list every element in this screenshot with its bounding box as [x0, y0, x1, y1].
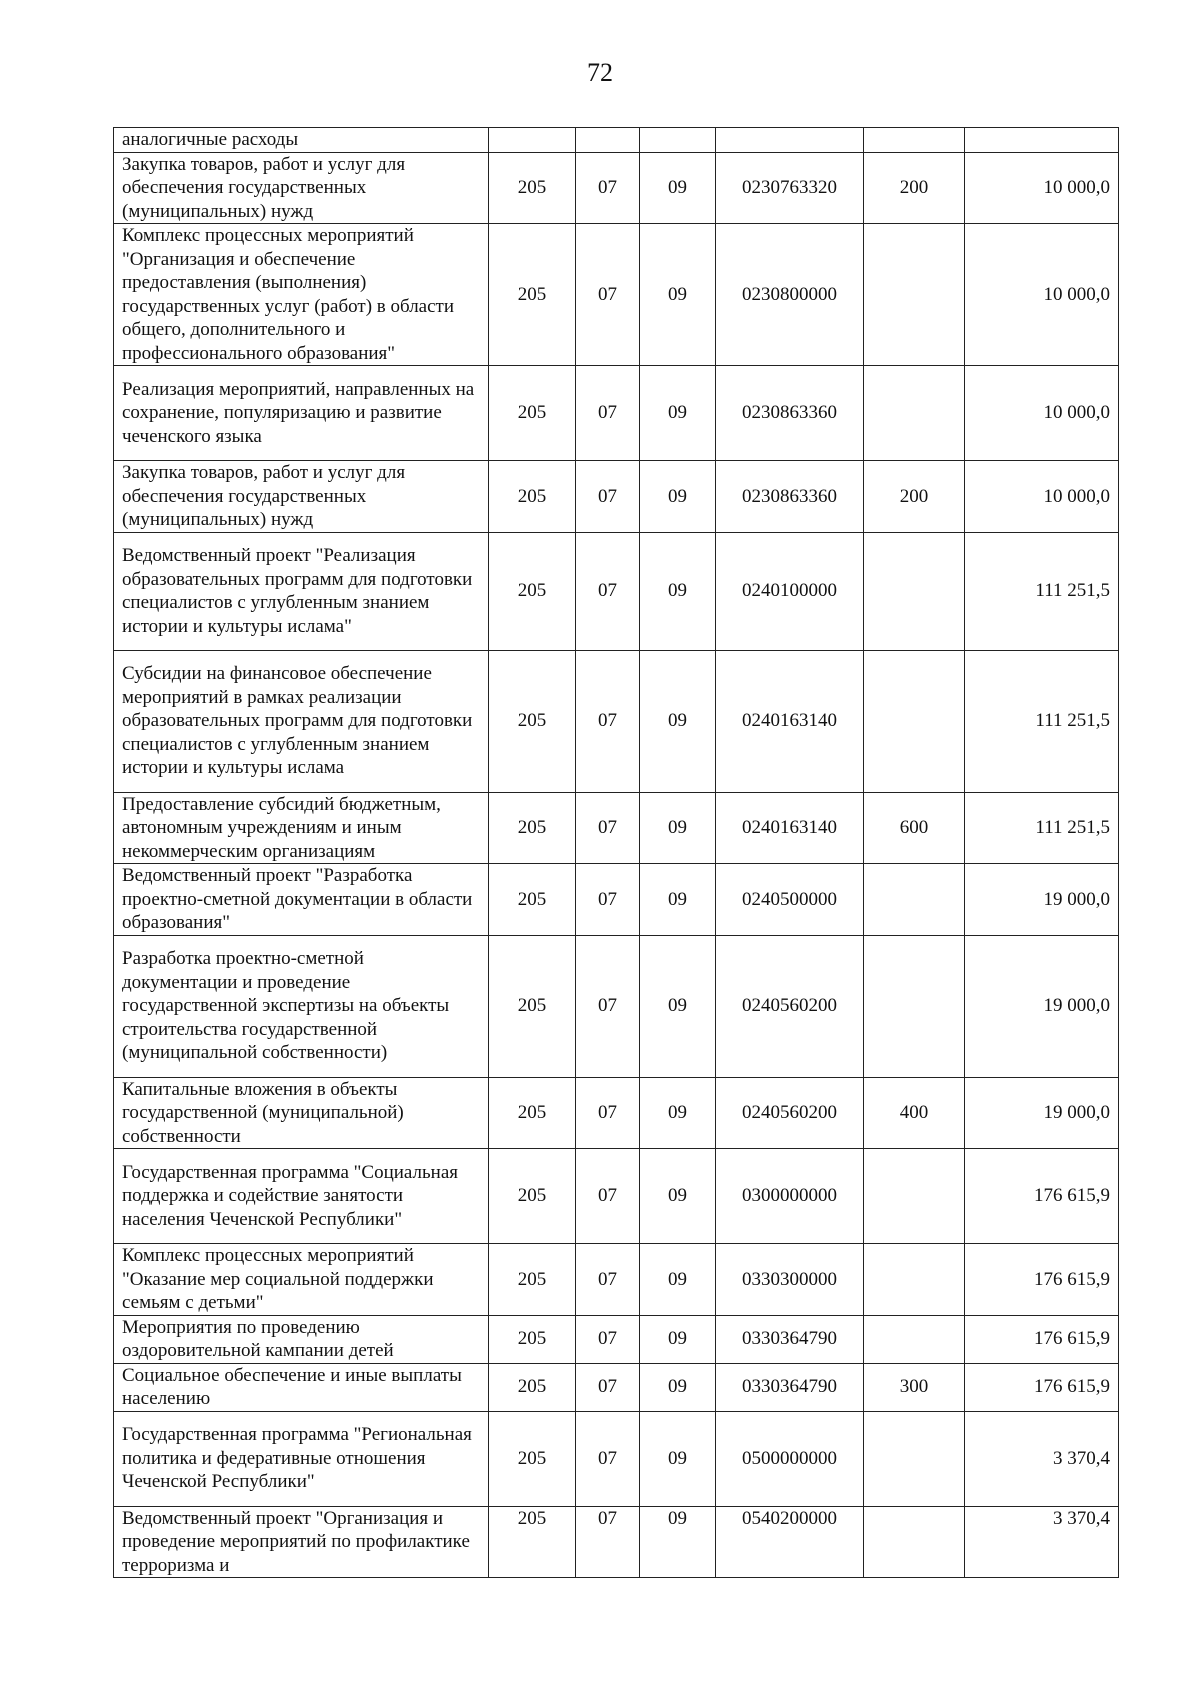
row-name: Комплекс процессных мероприятий "Оказание мер социальной поддержки семьям с детьми": [114, 1244, 489, 1316]
expense-type-code: [864, 224, 965, 366]
target-code: 0330364790: [716, 1363, 864, 1411]
subsection-code: 09: [640, 532, 716, 650]
section-code: 07: [576, 1149, 640, 1244]
table-row: [114, 1149, 1119, 1244]
target-code: 0230763320: [716, 152, 864, 224]
table-row: [114, 864, 1119, 936]
row-name: Субсидии на финансовое обеспечение мероприятий в рамках реализации образовательных программ для подготовки специалистов с углубленным знанием истории и культуры ислама: [114, 650, 489, 792]
row-name: Государственная программа "Региональная политика и федеративные отношения Чеченской Республики": [114, 1411, 489, 1506]
amount: 10 000,0: [965, 366, 1119, 461]
subsection-code: 09: [640, 224, 716, 366]
expense-type-code: [864, 1506, 965, 1578]
target-code: 0240560200: [716, 935, 864, 1077]
ministry-code: 205: [489, 935, 576, 1077]
target-code: 0230800000: [716, 224, 864, 366]
target-code: 0240560200: [716, 1077, 864, 1149]
budget-table-body: [114, 128, 1119, 1578]
table-row: [114, 1363, 1119, 1411]
target-code: 0240163140: [716, 650, 864, 792]
subsection-code: 09: [640, 1363, 716, 1411]
amount: 10 000,0: [965, 224, 1119, 366]
expense-type-code: [864, 1149, 965, 1244]
section-code: 07: [576, 935, 640, 1077]
ministry-code: 205: [489, 650, 576, 792]
table-row: [114, 1506, 1119, 1578]
expense-type-code: [864, 128, 965, 153]
row-name: Закупка товаров, работ и услуг для обеспечения государственных (муниципальных) нужд: [114, 152, 489, 224]
ministry-code: 205: [489, 1244, 576, 1316]
row-name: Капитальные вложения в объекты государственной (муниципальной) собственности: [114, 1077, 489, 1149]
amount: 19 000,0: [965, 1077, 1119, 1149]
row-name: Государственная программа "Социальная поддержка и содействие занятости населения Чеченской Республики": [114, 1149, 489, 1244]
expense-type-code: 200: [864, 152, 965, 224]
expense-type-code: [864, 366, 965, 461]
row-name: Комплекс процессных мероприятий "Организация и обеспечение предоставления (выполнения) государственных услуг (работ) в области общего, дополнительного и профессионального образования": [114, 224, 489, 366]
table-row: [114, 224, 1119, 366]
expense-type-code: [864, 864, 965, 936]
amount: 176 615,9: [965, 1315, 1119, 1363]
target-code: [716, 128, 864, 153]
section-code: 07: [576, 650, 640, 792]
amount: 10 000,0: [965, 152, 1119, 224]
section-code: 07: [576, 1363, 640, 1411]
ministry-code: 205: [489, 366, 576, 461]
row-name: Ведомственный проект "Реализация образовательных программ для подготовки специалистов с углубленным знанием истории и культуры ислама": [114, 532, 489, 650]
subsection-code: 09: [640, 1315, 716, 1363]
subsection-code: 09: [640, 1149, 716, 1244]
section-code: 07: [576, 152, 640, 224]
amount: 10 000,0: [965, 461, 1119, 533]
row-name: Закупка товаров, работ и услуг для обеспечения государственных (муниципальных) нужд: [114, 461, 489, 533]
ministry-code: [489, 128, 576, 153]
amount: 176 615,9: [965, 1244, 1119, 1316]
target-code: 0240500000: [716, 864, 864, 936]
ministry-code: 205: [489, 1411, 576, 1506]
subsection-code: 09: [640, 864, 716, 936]
amount: 111 251,5: [965, 532, 1119, 650]
expense-type-code: [864, 935, 965, 1077]
subsection-code: 09: [640, 461, 716, 533]
amount: 111 251,5: [965, 792, 1119, 864]
ministry-code: 205: [489, 224, 576, 366]
row-name: Реализация мероприятий, направленных на сохранение, популяризацию и развитие чеченского языка: [114, 366, 489, 461]
table-row: [114, 1244, 1119, 1316]
amount: 19 000,0: [965, 864, 1119, 936]
table-row: [114, 461, 1119, 533]
ministry-code: 205: [489, 1149, 576, 1244]
target-code: 0230863360: [716, 461, 864, 533]
row-name: Мероприятия по проведению оздоровительной кампании детей: [114, 1315, 489, 1363]
subsection-code: 09: [640, 1244, 716, 1316]
ministry-code: 205: [489, 532, 576, 650]
section-code: 07: [576, 864, 640, 936]
table-row: [114, 792, 1119, 864]
target-code: 0300000000: [716, 1149, 864, 1244]
table-row: [114, 1411, 1119, 1506]
amount: 176 615,9: [965, 1363, 1119, 1411]
target-code: 0330364790: [716, 1315, 864, 1363]
target-code: 0500000000: [716, 1411, 864, 1506]
expense-type-code: 400: [864, 1077, 965, 1149]
table-row: [114, 128, 1119, 153]
amount: 19 000,0: [965, 935, 1119, 1077]
ministry-code: 205: [489, 864, 576, 936]
row-name: Ведомственный проект "Организация и проведение мероприятий по профилактике терроризма и: [114, 1506, 489, 1578]
expense-type-code: [864, 1411, 965, 1506]
section-code: 07: [576, 1506, 640, 1578]
expense-type-code: [864, 1244, 965, 1316]
section-code: 07: [576, 532, 640, 650]
budget-table: [113, 127, 1119, 1578]
section-code: 07: [576, 792, 640, 864]
expense-type-code: [864, 650, 965, 792]
target-code: 0240163140: [716, 792, 864, 864]
row-name: аналогичные расходы: [114, 128, 489, 153]
subsection-code: 09: [640, 1411, 716, 1506]
table-row: [114, 366, 1119, 461]
amount: [965, 128, 1119, 153]
amount: 3 370,4: [965, 1506, 1119, 1578]
section-code: 07: [576, 1077, 640, 1149]
subsection-code: [640, 128, 716, 153]
target-code: 0240100000: [716, 532, 864, 650]
table-row: [114, 650, 1119, 792]
section-code: 07: [576, 461, 640, 533]
section-code: [576, 128, 640, 153]
ministry-code: 205: [489, 1315, 576, 1363]
subsection-code: 09: [640, 1077, 716, 1149]
row-name: Разработка проектно-сметной документации и проведение государственной экспертизы на объекты строительства государственной (муниципальной собственности): [114, 935, 489, 1077]
amount: 3 370,4: [965, 1411, 1119, 1506]
section-code: 07: [576, 1315, 640, 1363]
subsection-code: 09: [640, 792, 716, 864]
table-row: [114, 935, 1119, 1077]
ministry-code: 205: [489, 792, 576, 864]
ministry-code: 205: [489, 1506, 576, 1578]
table-row: [114, 532, 1119, 650]
table-row: [114, 1077, 1119, 1149]
table-row: [114, 1315, 1119, 1363]
expense-type-code: [864, 532, 965, 650]
target-code: 0230863360: [716, 366, 864, 461]
subsection-code: 09: [640, 152, 716, 224]
row-name: Социальное обеспечение и иные выплаты населению: [114, 1363, 489, 1411]
expense-type-code: 600: [864, 792, 965, 864]
section-code: 07: [576, 224, 640, 366]
subsection-code: 09: [640, 650, 716, 792]
ministry-code: 205: [489, 1363, 576, 1411]
table-row: [114, 152, 1119, 224]
amount: 111 251,5: [965, 650, 1119, 792]
expense-type-code: 300: [864, 1363, 965, 1411]
expense-type-code: 200: [864, 461, 965, 533]
section-code: 07: [576, 1244, 640, 1316]
target-code: 0330300000: [716, 1244, 864, 1316]
ministry-code: 205: [489, 1077, 576, 1149]
page-number: 72: [587, 58, 613, 87]
ministry-code: 205: [489, 152, 576, 224]
row-name: Предоставление субсидий бюджетным, автономным учреждениям и иным некоммерческим организациям: [114, 792, 489, 864]
section-code: 07: [576, 1411, 640, 1506]
expense-type-code: [864, 1315, 965, 1363]
subsection-code: 09: [640, 1506, 716, 1578]
subsection-code: 09: [640, 366, 716, 461]
ministry-code: 205: [489, 461, 576, 533]
row-name: Ведомственный проект "Разработка проектно-сметной документации в области образования": [114, 864, 489, 936]
section-code: 07: [576, 366, 640, 461]
amount: 176 615,9: [965, 1149, 1119, 1244]
target-code: 0540200000: [716, 1506, 864, 1578]
subsection-code: 09: [640, 935, 716, 1077]
